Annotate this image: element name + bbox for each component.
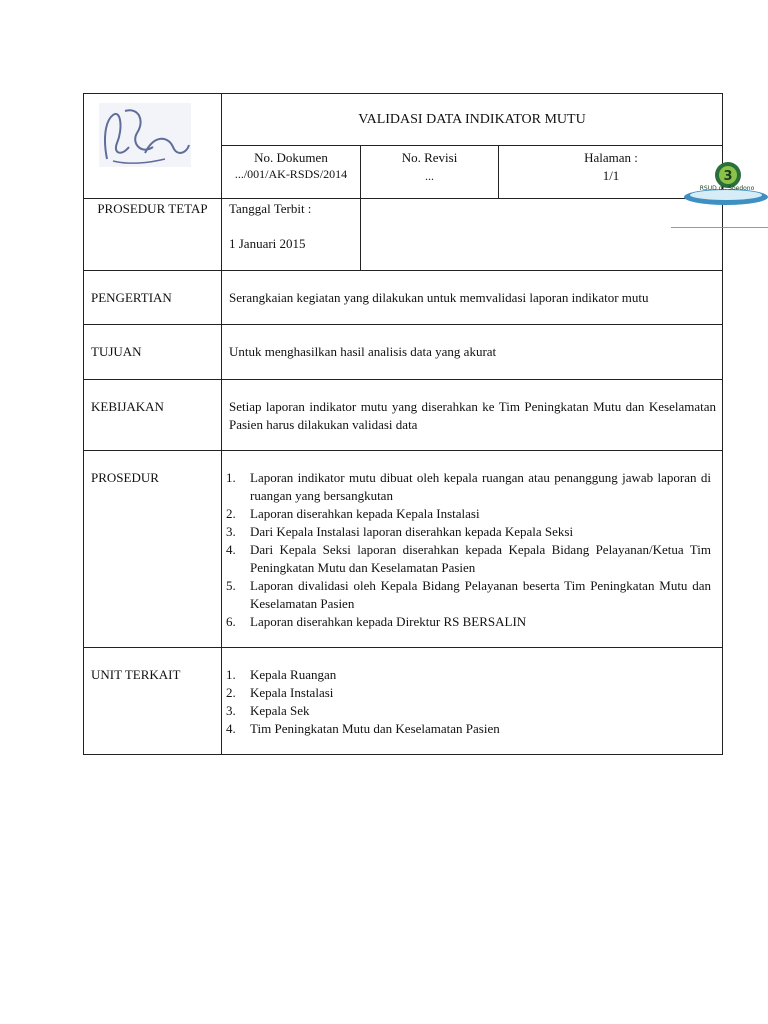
logo-underline <box>671 227 768 228</box>
tujuan-label: TUJUAN <box>91 344 142 359</box>
section-divider <box>83 379 723 380</box>
halaman-value: 1/1 <box>602 168 620 183</box>
halaman-label: Halaman : <box>584 150 638 165</box>
section-divider <box>83 450 723 451</box>
tanggal-terbit-label: Tanggal Terbit : <box>229 201 312 216</box>
unit-item: 4. Tim Peningkatan Mutu dan Keselamatan Pasien <box>226 721 500 736</box>
no-revisi-value: ... <box>425 169 434 183</box>
unit-item: 2. Kepala Instalasi <box>226 685 334 700</box>
prosedur-tetap-label: PROSEDUR TETAP <box>97 201 208 216</box>
unit-item: 1. Kepala Ruangan <box>226 667 337 682</box>
column-divider <box>221 93 222 755</box>
rsud-logo-text: RSUD dr. Soedono <box>699 185 755 192</box>
section-divider <box>83 324 723 325</box>
unit-terkait-list <box>224 666 711 738</box>
unit-terkait-label: UNIT TERKAIT <box>91 667 181 682</box>
section-divider <box>83 647 723 648</box>
border-top <box>83 93 723 94</box>
prosedur-label: PROSEDUR <box>91 470 159 485</box>
no-dokumen-label: No. Dokumen <box>254 150 328 165</box>
info-row-divider <box>221 198 723 199</box>
document-title: VALIDASI DATA INDIKATOR MUTU <box>358 112 586 127</box>
no-revisi-label: No. Revisi <box>401 150 458 165</box>
prosedur-step: 4. Dari Kepala Seksi laporan diserahkan kepada Kepala Bidang Pelayanan/Ketua Tim Peningkatan Mutu dan Keselamatan Pasien <box>226 542 711 575</box>
prosedur-step: 3. Dari Kepala Instalasi laporan diserahkan kepada Kepala Seksi <box>226 524 574 539</box>
border-left <box>83 93 84 755</box>
pengertian-label: PENGERTIAN <box>91 290 172 305</box>
header-logo-divider <box>83 198 221 199</box>
pengertian-text: Serangkaian kegiatan yang dilakukan untuk memvalidasi laporan indikator mutu <box>229 290 649 305</box>
border-bottom <box>83 754 723 755</box>
section-divider <box>83 270 723 271</box>
tanggal-terbit-value: 1 Januari 2015 <box>229 236 306 251</box>
prosedur-list <box>224 469 711 631</box>
prosedur-step: 5. Laporan divalidasi oleh Kepala Bidang Pelayanan beserta Tim Peningkatan Mutu dan Keselamatan Pasien <box>226 578 711 611</box>
hospital-logo-mark <box>99 103 191 167</box>
unit-item: 3. Kepala Sek <box>226 703 310 718</box>
prosedur-step: 2. Laporan diserahkan kepada Kepala Instalasi <box>226 506 480 521</box>
prosedur-step: 1. Laporan indikator mutu dibuat oleh kepala ruangan atau penanggung jawab laporan di ruangan yang bersangkutan <box>226 470 711 503</box>
prosedur-step: 6. Laporan diserahkan kepada Direktur RS BERSALIN <box>226 614 527 629</box>
kebijakan-label: KEBIJAKAN <box>91 399 164 414</box>
tujuan-text: Untuk menghasilkan hasil analisis data yang akurat <box>229 344 497 359</box>
title-divider <box>221 145 723 146</box>
no-dokumen-value: .../001/AK-RSDS/2014 <box>234 167 348 181</box>
kebijakan-text: Setiap laporan indikator mutu yang diserahkan ke Tim Peningkatan Mutu dan Keselamatan Pasien harus dilakukan validasi data <box>229 399 716 432</box>
svg-text:3: 3 <box>723 169 733 184</box>
